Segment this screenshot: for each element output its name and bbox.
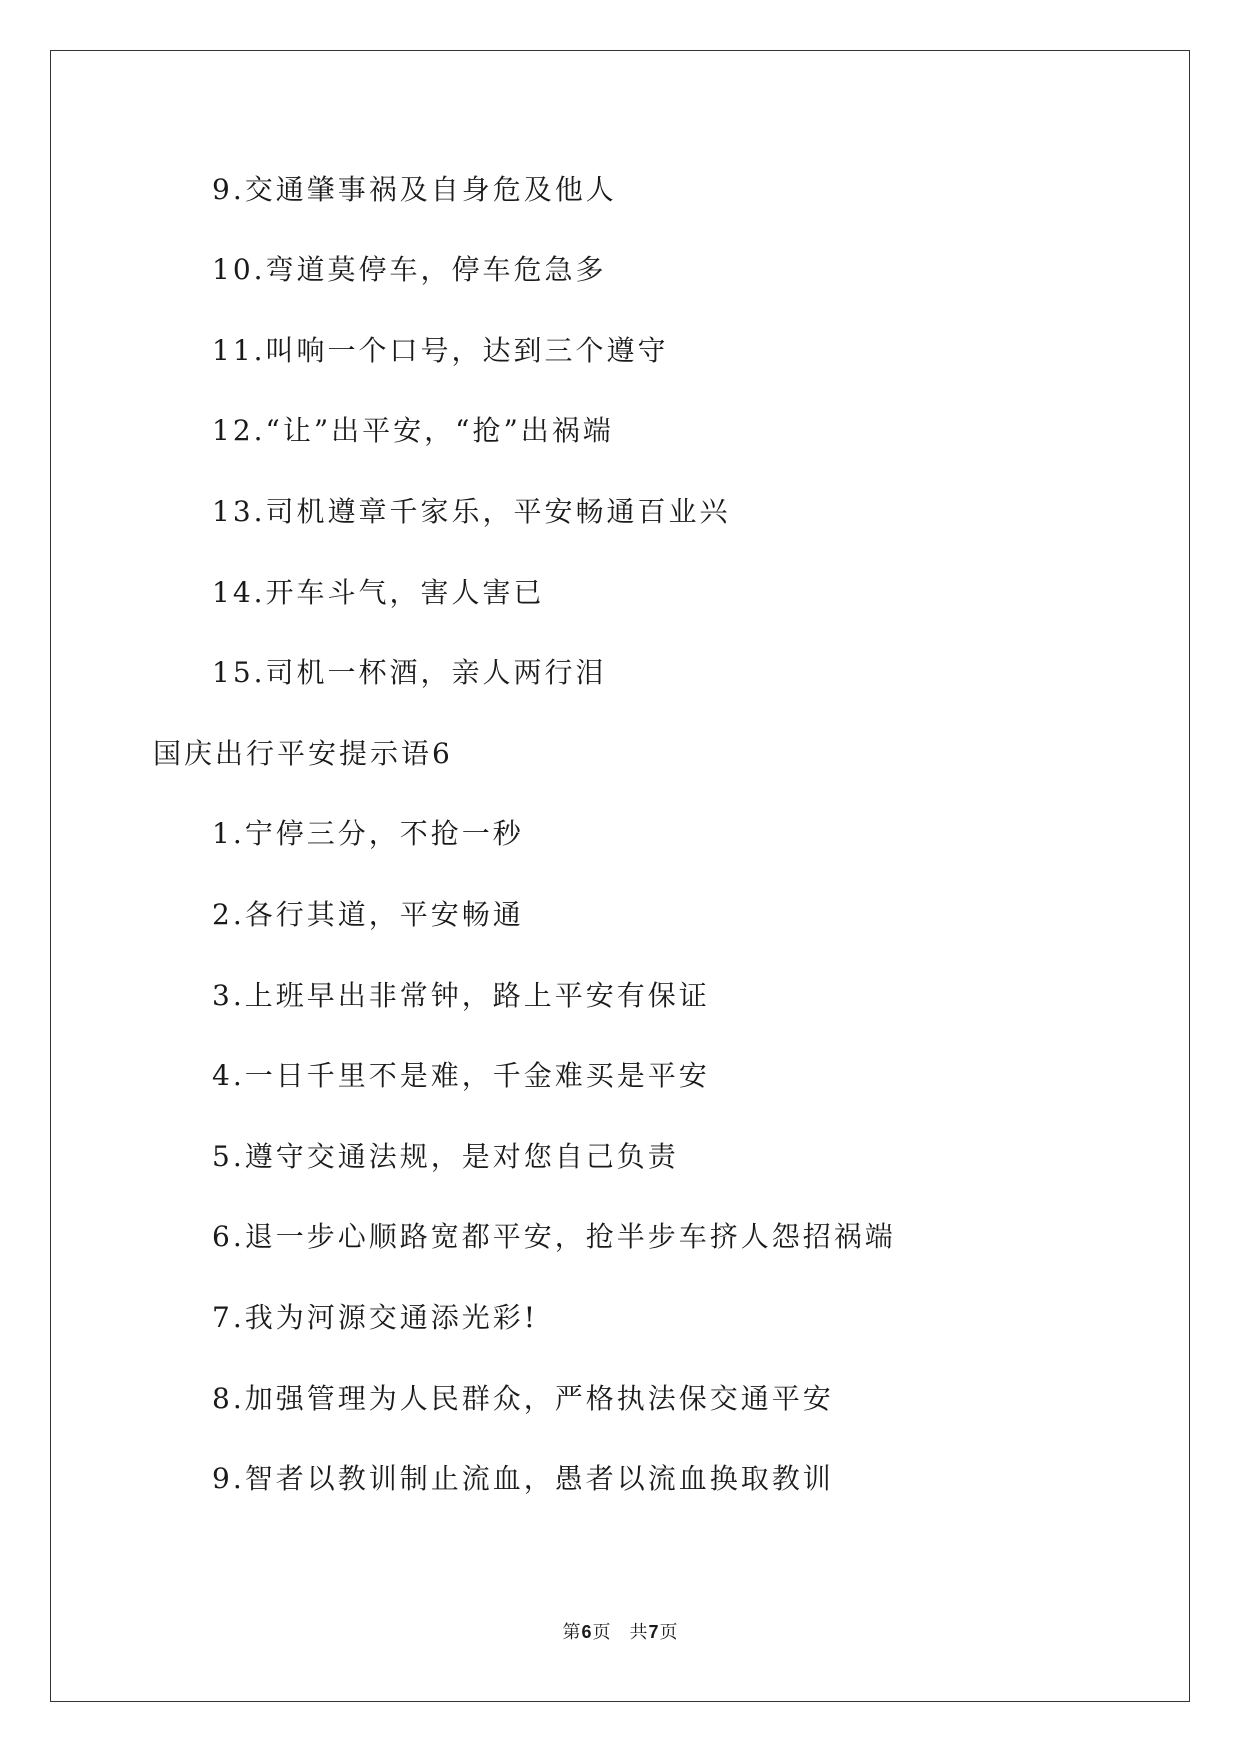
slogan-line: 7.我为河源交通添光彩!: [212, 1301, 538, 1334]
current-page-number: 6: [581, 1622, 593, 1642]
footer-total-prefix: 共: [629, 1622, 649, 1643]
footer-total-suffix: 页: [659, 1622, 679, 1643]
page-border: [50, 50, 1190, 1702]
slogan-line: 1.宁停三分，不抢一秒: [212, 817, 524, 850]
footer-page-suffix: 页: [592, 1622, 612, 1643]
total-pages-number: 7: [648, 1622, 660, 1642]
slogan-line: 14.开车斗气，害人害已: [212, 576, 545, 609]
page-footer: [0, 1620, 1241, 1645]
slogan-line: 15.司机一杯酒，亲人两行泪: [212, 656, 607, 689]
slogan-line: 11.叫响一个口号，达到三个遵守: [212, 334, 669, 367]
slogan-line: 5.遵守交通法规，是对您自己负责: [212, 1140, 679, 1173]
slogan-line: 4.一日千里不是难，千金难买是平安: [212, 1059, 710, 1092]
footer-prefix: 第: [562, 1622, 582, 1643]
slogan-line: 9.交通肇事祸及自身危及他人: [212, 173, 617, 206]
section-heading: 国庆出行平安提示语6: [153, 737, 453, 770]
slogan-line: 10.弯道莫停车，停车危急多: [212, 253, 607, 286]
slogan-line: 6.退一步心顺路宽都平安，抢半步车挤人怨招祸端: [212, 1220, 896, 1253]
slogan-line: 12.“让”出平安，“抢”出祸端: [212, 414, 614, 447]
slogan-line: 2.各行其道，平安畅通: [212, 898, 524, 931]
slogan-line: 3.上班早出非常钟，路上平安有保证: [212, 979, 710, 1012]
slogan-line: 13.司机遵章千家乐，平安畅通百业兴: [212, 495, 731, 528]
slogan-line: 8.加强管理为人民群众，严格执法保交通平安: [212, 1382, 834, 1415]
slogan-line: 9.智者以教训制止流血，愚者以流血换取教训: [212, 1462, 834, 1495]
